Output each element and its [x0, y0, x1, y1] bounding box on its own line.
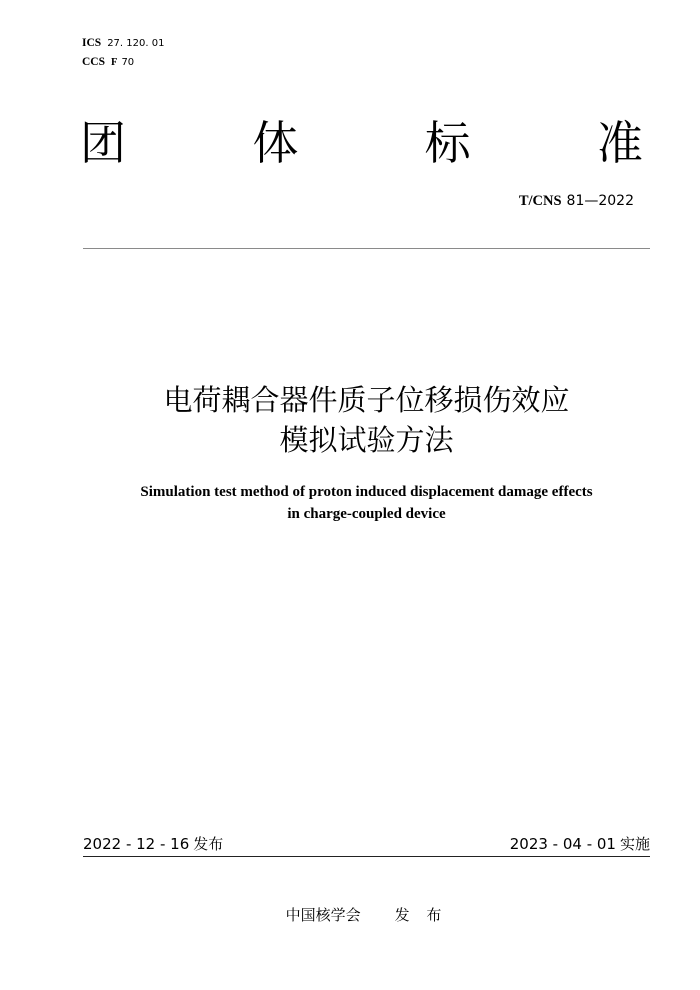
standard-code: 81—2022: [566, 193, 634, 209]
issuer-action: 发 布: [394, 906, 448, 924]
doc-type-char: 标: [424, 116, 471, 170]
standard-number: [519, 190, 634, 211]
standard-prefix: T/CNS: [518, 193, 562, 209]
issuer: [83, 904, 650, 926]
doc-type-char: 准: [596, 116, 643, 170]
publish-date: 2022 - 12 - 16: [83, 835, 190, 853]
publish-label: 发布: [193, 835, 224, 853]
ccs-line: [82, 50, 164, 69]
release-dates: [83, 834, 650, 854]
effective-date: 2023 - 04 - 01: [509, 835, 616, 853]
effective-date-group: [510, 834, 650, 854]
document-type-heading: [80, 116, 643, 170]
english-title: [83, 481, 650, 525]
publish-date-group: [83, 834, 223, 854]
ccs-code: 70: [121, 57, 135, 68]
doc-type-char: 体: [252, 116, 299, 170]
chinese-title-line-2: 模拟试验方法: [279, 423, 454, 457]
ics-code: 27. 120. 01: [107, 38, 165, 49]
ccs-label: CCS: [82, 56, 106, 68]
chinese-title-line-1: 电荷耦合器件质子位移损伤效应: [163, 383, 570, 417]
ics-line: [82, 31, 164, 50]
english-title-line-1: Simulation test method of proton induced displacement damage effects: [140, 484, 593, 500]
ccs-letter: F: [111, 57, 118, 68]
header-divider: [83, 248, 650, 249]
english-title-line-2: in charge-coupled device: [287, 506, 446, 522]
chinese-title: [83, 380, 650, 460]
issuer-name: 中国核学会: [285, 906, 361, 924]
doc-type-char: 团: [80, 116, 126, 170]
effective-label: 实施: [619, 835, 650, 853]
classification-codes: [82, 31, 164, 69]
footer-divider: [83, 856, 650, 857]
ics-label: ICS: [82, 37, 102, 49]
